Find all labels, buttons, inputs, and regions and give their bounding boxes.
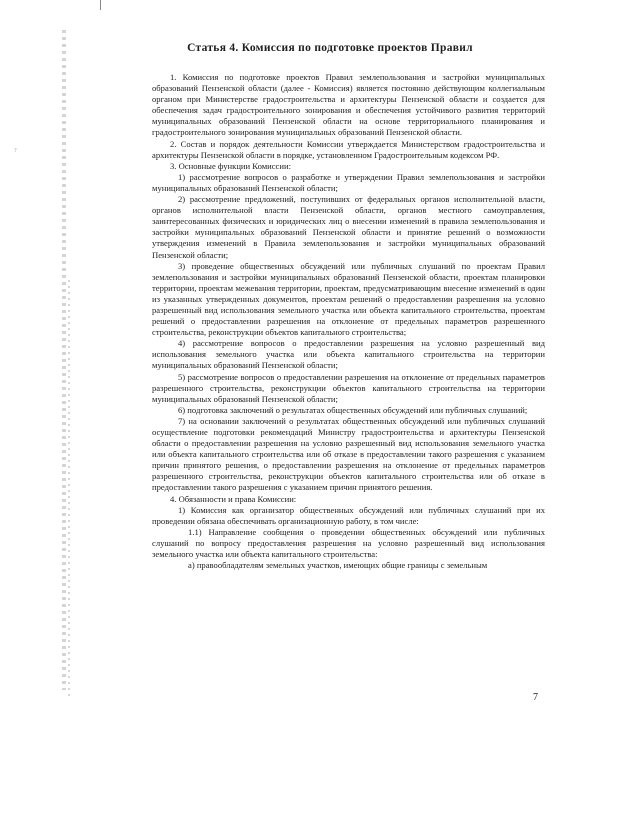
binding-shadow-secondary	[68, 280, 70, 700]
stray-scan-mark: ?	[14, 148, 17, 154]
duty-item-1-1: 1.1) Направление сообщения о проведении общественных обсуждений или публичных слушаний по вопросу предоставления разрешения на условно разрешенный вид использования земельного участка или объекта капитального строительства:	[152, 526, 545, 560]
function-item-5: 5) рассмотрение вопросов о предоставлении разрешения на отклонение от предельных параметров разрешенного строительства, реконструкции объектов капитального строительства на территории муниципальных образований Пензенской области;	[152, 371, 545, 404]
paragraph-3-main-functions: 3. Основные функции Комиссии:	[170, 160, 291, 171]
scan-corner-mark	[100, 0, 101, 10]
article-body	[152, 72, 545, 571]
duty-item-1-1-a: а) правообладателям земельных участков, имеющих общие границы с земельным	[188, 560, 488, 571]
article-title: Статья 4. Комиссия по подготовке проектов Правил	[187, 42, 473, 54]
binding-shadow	[62, 30, 66, 690]
paragraph-1-commission-definition: 1. Комиссия по подготовке проектов Правил землепользования и застройки муниципальных образований Пензенской области (далее - Комиссия) является постоянно действующим коллегиальным органом при Министерстве градостроительства и архитектуры Пензенской области и создается для обеспечения задач градостроительного зонирования и обеспечения устойчивого развития территорий муниципальных образований Пензенской области на основе территориального планирования и градостроительного зонирования муниципальных образований Пензенской области.	[152, 72, 545, 138]
function-item-6: 6) подготовка заключений о результатах общественных обсуждений или публичных слушаний;	[178, 404, 528, 415]
page-number: 7	[533, 692, 538, 703]
paragraph-2-commission-composition: 2. Состав и порядок деятельности Комиссии утверждается Министерством градостроительства и архитектуры Пензенской области в порядке, установленном Градостроительным кодексом РФ.	[152, 138, 545, 160]
function-item-1: 1) рассмотрение вопросов о разработке и утверждении Правил землепользования и застройки муниципальных образований Пензенской области;	[152, 171, 545, 193]
function-item-2: 2) рассмотрение предложений, поступивших от федеральных органов исполнительной власти, органов исполнительной власти Пензенской области, органов местного самоуправления, заинтересованных физических и юридических лиц о внесении изменений в правила землепользования и застройки муниципальных образований Пензенской области и принятие решений о возможности утверждения изменений в Правила землепользования и застройки муниципальных образований Пензенской области;	[152, 194, 545, 260]
paragraph-4-duties-rights: 4. Обязанности и права Комиссии:	[170, 493, 297, 504]
function-item-4: 4) рассмотрение вопросов о предоставлении разрешения на условно разрешенный вид использования земельного участка или объекта капитального строительства на территории муниципальных образований Пензенской области;	[152, 338, 545, 371]
function-item-7: 7) на основании заключений о результатах общественных обсуждений или публичных слушаний осуществление подготовки рекомендаций Министру градостроительства и архитектуры Пензенской области о предоставлении разрешения на условно разрешенный вид использования земельного участка или объекта капитального строительства или об отказе в предоставлении такого разрешения с указанием причин принятого решения, о предоставлении разрешения на отклонение от предельных параметров разрешенного строительства, реконструкции объектов капитального строительства или об отказе в предоставлении такого разрешения с указанием причин принятого решения.	[152, 415, 545, 493]
function-item-3: 3) проведение общественных обсуждений или публичных слушаний по проектам Правил землепользования и застройки муниципальных образований Пензенской области, проектам планировки территории, проектам межевания территории, проектам, предусматривающим внесение изменений в один из указанных утвержденных документов, проектам решений о предоставлении разрешения на условно разрешенный вид использования земельного участка или объекта капитального строительства, проектам решений о предоставлении разрешения на отклонение от предельных параметров разрешенного строительства, реконструкции объектов капитального строительства;	[152, 260, 545, 338]
duty-item-1: 1) Комиссия как организатор общественных обсуждений или публичных слушаний при их проведении обязана обеспечивать организационную работу, в том числе:	[152, 504, 545, 526]
